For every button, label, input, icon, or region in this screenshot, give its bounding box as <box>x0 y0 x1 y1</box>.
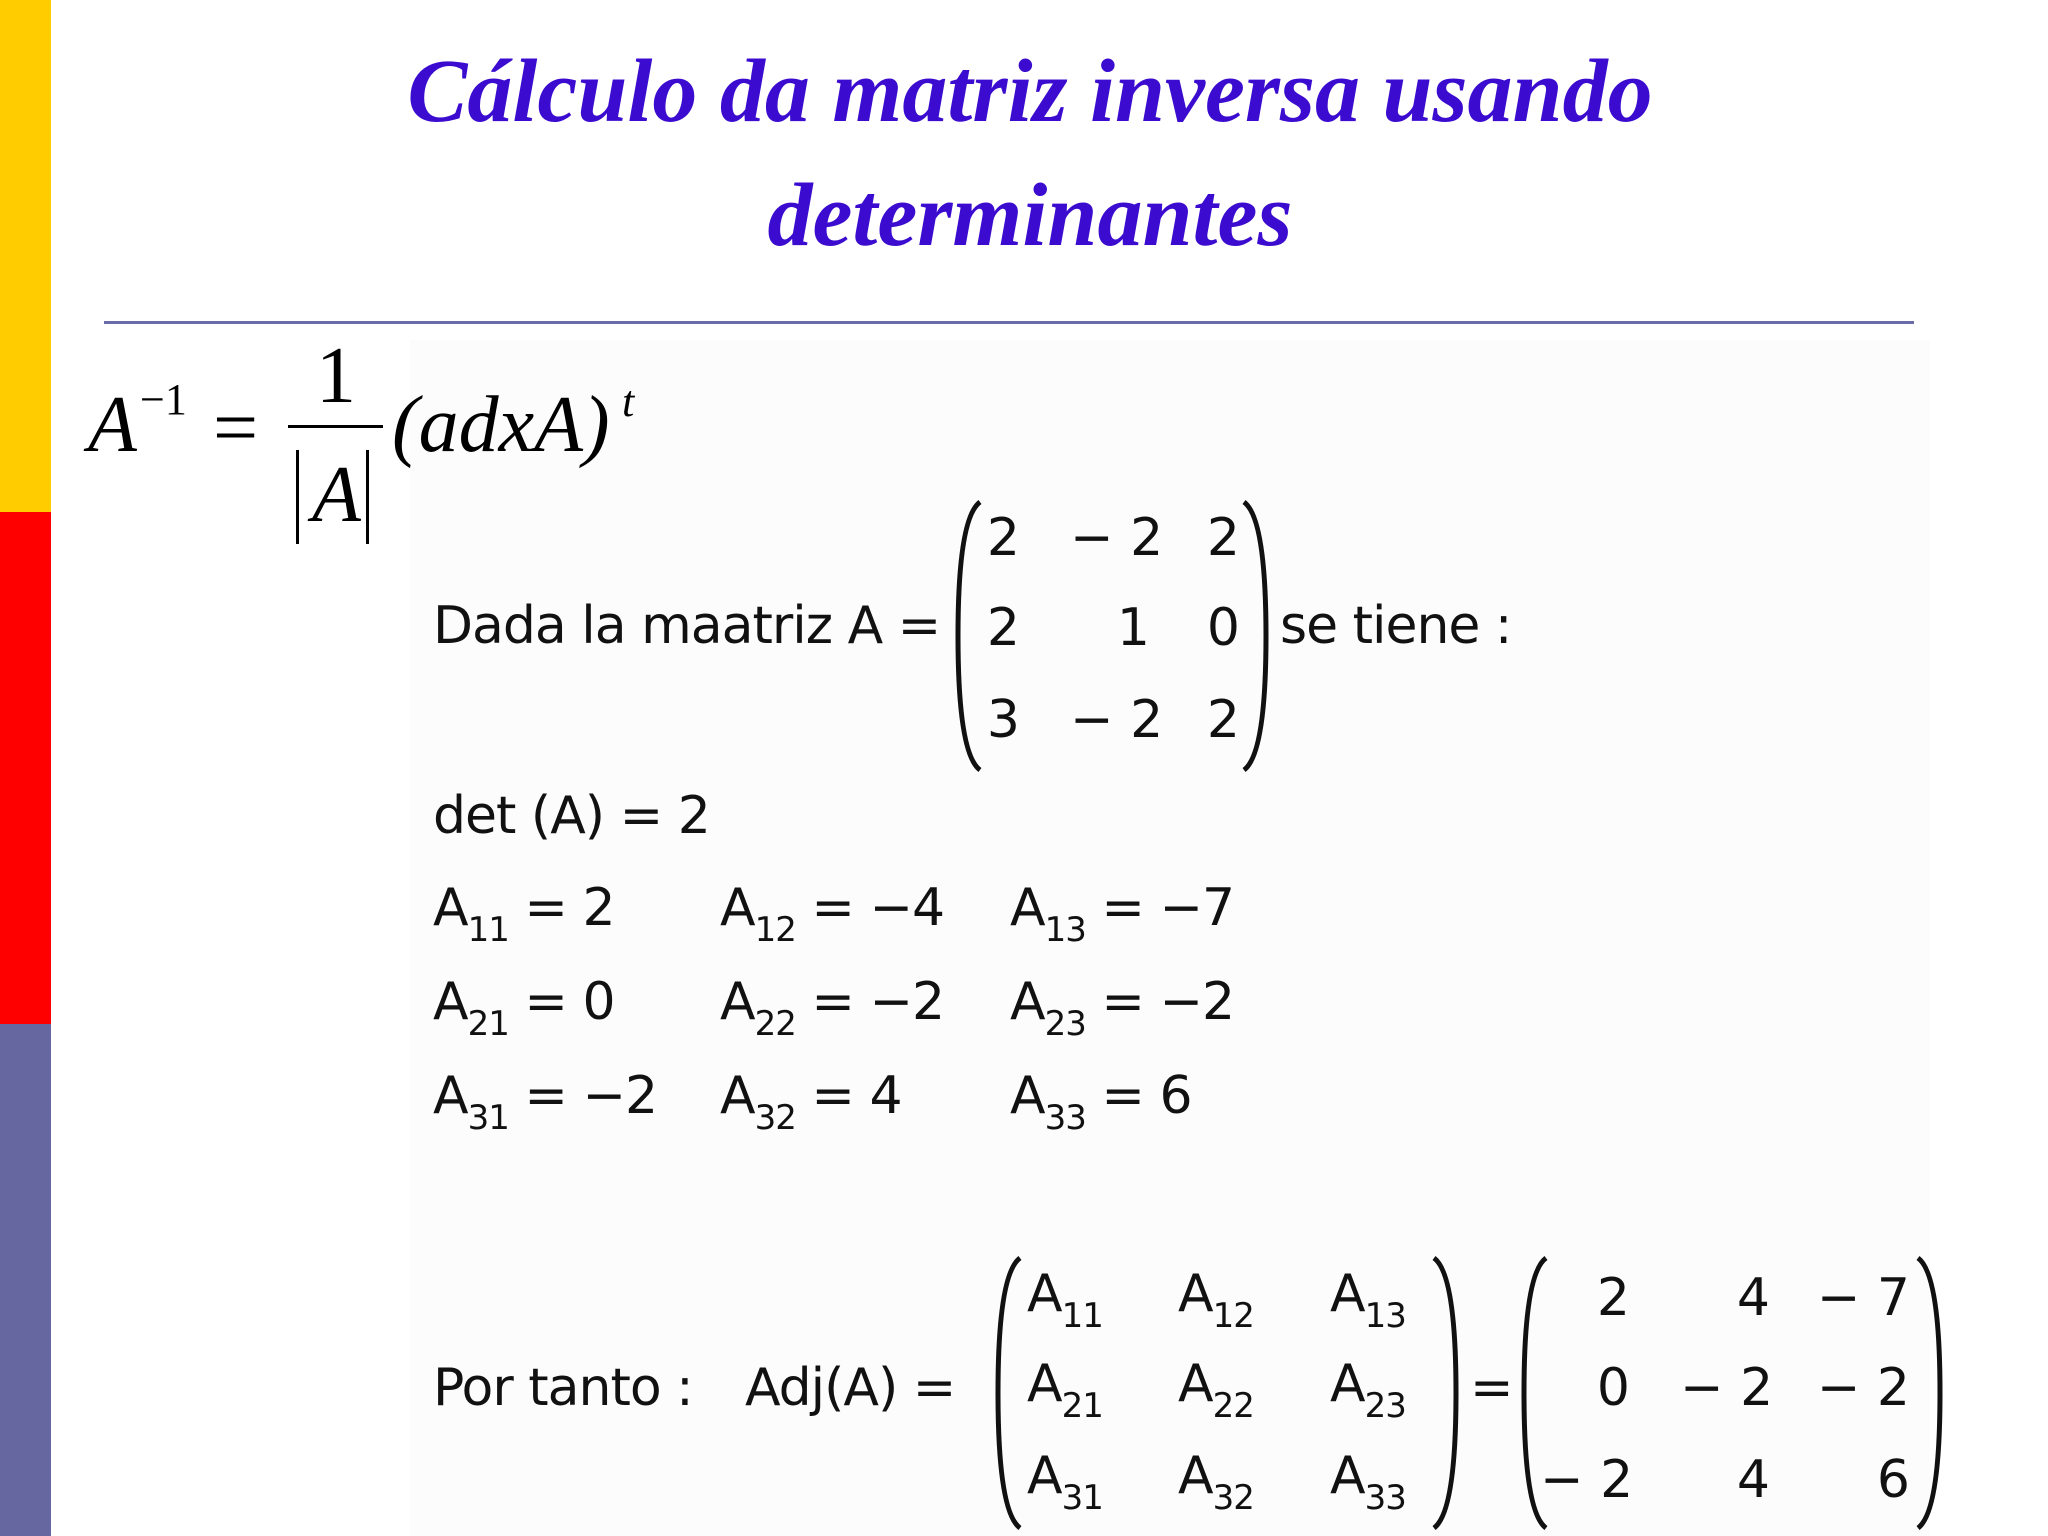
adjoint-symbol: $A_{11}$ <box>1027 1264 1103 1336</box>
adjoint-value-cell: − 2 <box>1540 1450 1634 1510</box>
slide-title-line1: Cálculo da matriz inversa usando <box>407 42 1653 141</box>
adjoint-symbol: $A_{21}$ <box>1027 1354 1103 1426</box>
formula-denominator: A <box>312 451 361 539</box>
fraction-bar <box>288 425 383 428</box>
matrix-a-cell: 2 <box>986 508 1020 568</box>
formula-equals: = <box>213 384 259 472</box>
matrix-a-cell: 0 <box>1206 598 1240 658</box>
adjoint-value-cell: − 2 <box>1680 1358 1774 1418</box>
matrix-a-cell: 2 <box>986 598 1020 658</box>
matrix-a-cell: 3 <box>986 690 1020 750</box>
formula-rhs: (adxA) <box>392 381 610 469</box>
formula-rhs-exponent: t <box>622 377 635 426</box>
accent-stripe-blue <box>0 1024 51 1536</box>
adjoint-symbol: $A_{22}$ <box>1178 1354 1254 1426</box>
cofactor-entry: $A_{31} = -2$ <box>433 1066 658 1138</box>
adjoint-values-right-paren <box>1912 1254 1948 1532</box>
matrix-a-lead: Dada la maatriz A = <box>433 596 941 656</box>
adjoint-lead: Por tanto : <box>433 1358 693 1418</box>
adjoint-value-cell: 0 <box>1596 1358 1630 1418</box>
abs-bar-left <box>296 450 299 544</box>
adjoint-symbol: $A_{13}$ <box>1330 1264 1406 1336</box>
cofactor-entry: $A_{13} = -7$ <box>1010 878 1235 950</box>
cofactor-entry: $A_{11} = 2$ <box>433 878 615 950</box>
formula-numerator: 1 <box>316 332 356 420</box>
adjoint-symbol: $A_{31}$ <box>1027 1446 1103 1518</box>
title-divider <box>104 321 1914 324</box>
formula-lhs-exponent: −1 <box>140 375 187 424</box>
formula-lhs: A <box>88 381 137 469</box>
slide-title-line2: determinantes <box>767 166 1293 265</box>
matrix-a-cell: 1 <box>1116 598 1150 658</box>
adjoint-symbolic-right-paren <box>1428 1254 1464 1532</box>
matrix-a-trail: se tiene : <box>1280 596 1512 656</box>
cofactor-entry: $A_{22} = -2$ <box>720 972 945 1044</box>
matrix-a-cell: 2 <box>1206 508 1240 568</box>
adjoint-value-cell: 4 <box>1736 1450 1770 1510</box>
cofactor-entry: $A_{33} = 6$ <box>1010 1066 1192 1138</box>
abs-bar-right <box>366 450 369 544</box>
adjoint-symbol: $A_{33}$ <box>1330 1446 1406 1518</box>
adjoint-value-cell: 2 <box>1596 1268 1630 1328</box>
cofactor-entry: $A_{12} = -4$ <box>720 878 945 950</box>
accent-stripe-red <box>0 512 51 1024</box>
matrix-a-cell: − 2 <box>1070 690 1164 750</box>
matrix-a-cell: 2 <box>1206 690 1240 750</box>
adjoint-value-cell: − 2 <box>1816 1358 1910 1418</box>
adjoint-symbol: $A_{23}$ <box>1330 1354 1406 1426</box>
determinant-line: det (A) = 2 <box>433 786 710 846</box>
accent-stripe-yellow <box>0 0 51 512</box>
cofactor-entry: $A_{23} = -2$ <box>1010 972 1235 1044</box>
cofactor-entry: $A_{32} = 4$ <box>720 1066 902 1138</box>
adjoint-value-cell: − 7 <box>1816 1268 1910 1328</box>
matrix-a-cell: − 2 <box>1070 508 1164 568</box>
adjoint-value-cell: 4 <box>1736 1268 1770 1328</box>
adjoint-equals: = <box>1470 1358 1513 1418</box>
matrix-a-right-paren <box>1238 498 1274 774</box>
adjoint-label: Adj(A) = <box>745 1358 956 1418</box>
cofactor-entry: $A_{21} = 0$ <box>433 972 615 1044</box>
slide-title <box>300 30 1760 278</box>
adjoint-symbolic-left-paren <box>990 1254 1026 1532</box>
adjoint-value-cell: 6 <box>1876 1450 1910 1510</box>
adjoint-symbol: $A_{32}$ <box>1178 1446 1254 1518</box>
adjoint-symbol: $A_{12}$ <box>1178 1264 1254 1336</box>
